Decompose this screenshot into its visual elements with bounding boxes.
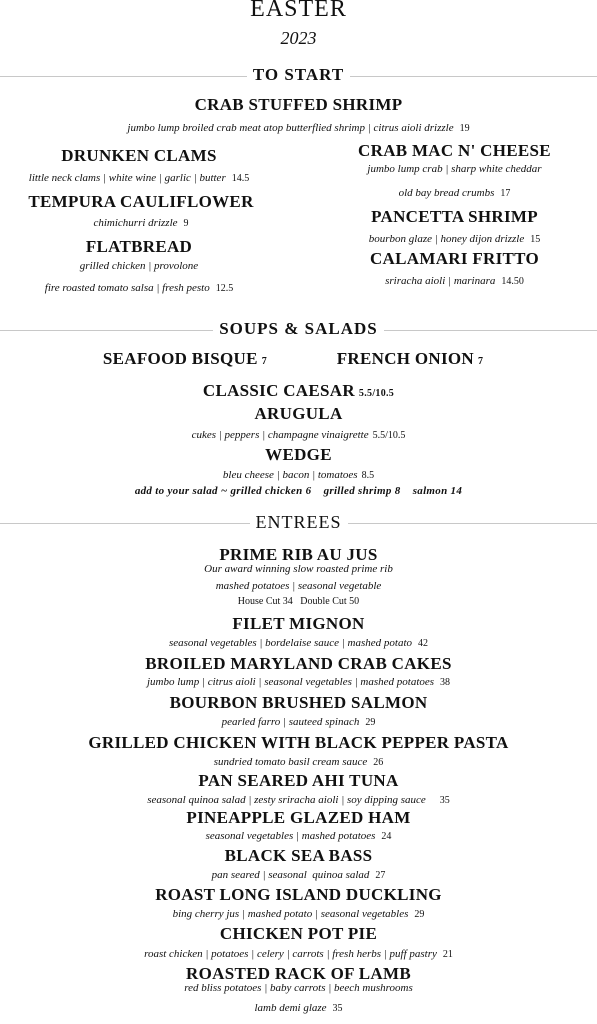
item-name: PAN SEARED AHI TUNA: [198, 771, 399, 790]
item-desc: pan seared | seasonal quinoa salad 27: [211, 869, 386, 881]
item-desc: old bay bread crumbs 17: [398, 187, 511, 199]
item-name: FLATBREAD: [85, 237, 193, 256]
item-name: PINEAPPLE GLAZED HAM: [186, 808, 411, 827]
menu-year: 2023: [280, 28, 317, 48]
item-desc: jumbo lump | citrus aioli | seasonal vegetables | mashed potatoes 38: [146, 676, 451, 688]
item-name: ROAST LONG ISLAND DUCKLING: [155, 885, 442, 904]
item-desc: jumbo lump crab | sharp white cheddar: [367, 163, 542, 175]
item-desc: mashed potatoes | seasonal vegetable: [215, 580, 382, 592]
item-desc: pearled farro | sauteed spinach 29: [221, 716, 376, 728]
item-desc: chimichurri drizzle 9: [93, 217, 189, 229]
item-name: CHICKEN POT PIE: [219, 924, 378, 943]
item-desc: Our award winning slow roasted prime rib: [204, 563, 393, 575]
item-desc: bourbon glaze | honey dijon drizzle 15: [368, 233, 541, 245]
item-name: WEDGE: [265, 445, 332, 464]
item-price: House Cut 34 Double Cut 50: [237, 596, 360, 607]
item-name: PRIME RIB AU JUS: [219, 545, 378, 564]
section-heading-to-start: TO START: [0, 65, 597, 85]
item-desc: seasonal vegetables | mashed potatoes 24: [205, 830, 392, 842]
item-name: GRILLED CHICKEN WITH BLACK PEPPER PASTA: [88, 733, 509, 752]
item-desc: bleu cheese | bacon | tomatoes 8.5: [222, 469, 375, 481]
item-name: ROASTED RACK OF LAMB: [186, 964, 411, 983]
item-desc: roast chicken | potatoes | celery | carrots | fresh herbs | puff pastry 21: [144, 948, 453, 960]
item-desc: sundried tomato basil cream sauce 26: [213, 756, 384, 768]
item-desc: bing cherry jus | mashed potato | seasonal vegetables 29: [172, 908, 425, 920]
item-name: CRAB MAC N' CHEESE: [358, 141, 551, 160]
item-name: BLACK SEA BASS: [224, 846, 373, 865]
item-name: ARUGULA: [254, 404, 343, 423]
item-name: BOURBON BRUSHED SALMON: [169, 693, 428, 712]
item-name: FRENCH ONION 7: [336, 349, 484, 368]
item-desc: fire roasted tomato salsa | fresh pesto 12.5: [44, 282, 234, 294]
item-name: CRAB STUFFED SHRIMP: [194, 95, 403, 114]
item-name: SEAFOOD BISQUE 7: [102, 349, 268, 368]
item-name: DRUNKEN CLAMS: [61, 146, 217, 165]
item-name: FILET MIGNON: [232, 614, 365, 633]
item-desc: sriracha aioli | marinara 14.50: [385, 275, 524, 287]
item-desc: red bliss potatoes | baby carrots | beech mushrooms: [184, 982, 413, 994]
item-desc: grilled chicken | provolone: [79, 260, 199, 272]
item-name: TEMPURA CAULIFLOWER: [28, 192, 254, 211]
item-desc: cukes | peppers | champagne vinaigrette 5.5/10.5: [191, 429, 406, 441]
item-desc: seasonal vegetables | bordelaise sauce | mashed potato 42: [168, 637, 428, 649]
item-name: CLASSIC CAESAR 5.5/10.5: [202, 381, 395, 400]
menu-title: EASTER: [250, 0, 347, 22]
item-desc: jumbo lump broiled crab meat atop butterflied shrimp | citrus aioli drizzle 19: [127, 122, 470, 134]
salad-addon-line: add to your salad ~ grilled chicken 6 grilled shrimp 8 salmon 14: [134, 485, 463, 497]
item-name: CALAMARI FRITTO: [369, 249, 539, 268]
item-name: BROILED MARYLAND CRAB CAKES: [145, 654, 452, 673]
item-desc: lamb demi glaze 35: [254, 1002, 343, 1014]
item-desc: seasonal quinoa salad | zesty sriracha aioli | soy dipping sauce 35: [147, 794, 450, 806]
item-desc: little neck clams | white wine | garlic | butter 14.5: [28, 172, 250, 184]
section-heading-entrees: ENTREES: [0, 512, 597, 533]
section-heading-soups-salads: SOUPS & SALADS: [0, 319, 597, 339]
item-name: PANCETTA SHRIMP: [371, 207, 538, 226]
